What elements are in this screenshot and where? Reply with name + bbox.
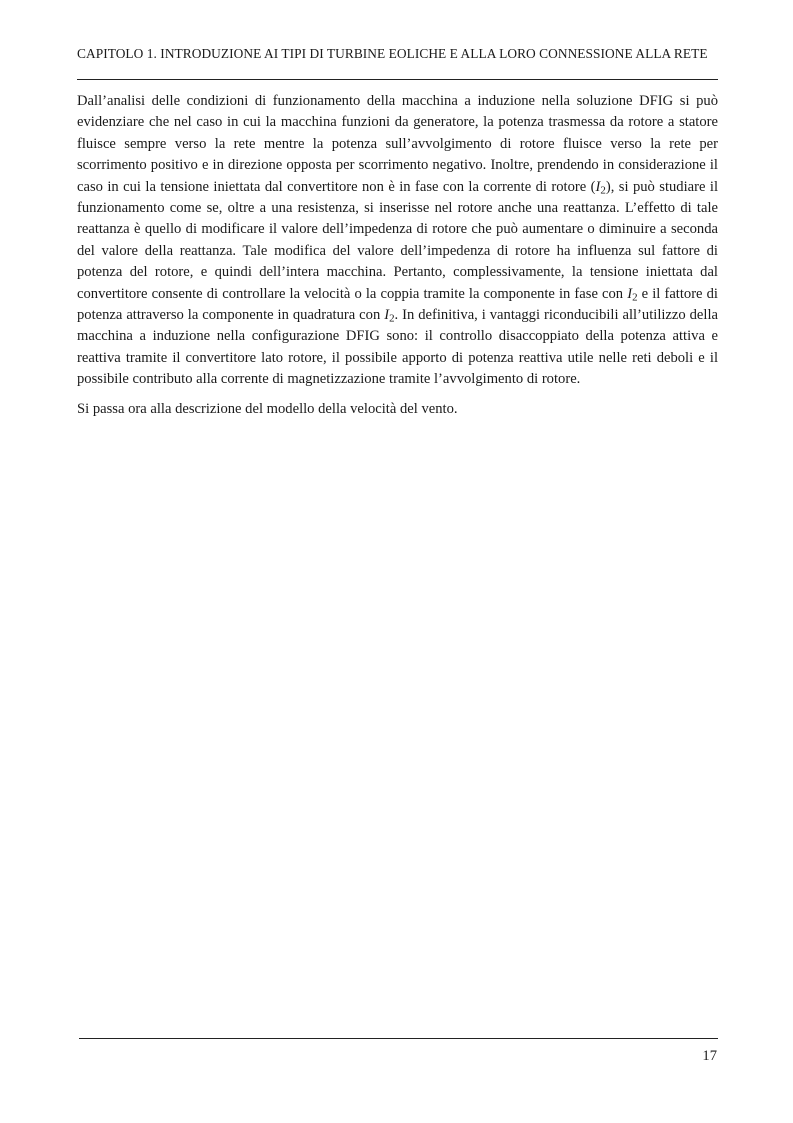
rotor-current-symbol xyxy=(384,307,394,323)
page-body xyxy=(77,91,718,420)
footer-rule xyxy=(79,1038,718,1039)
paragraph-1-part-b: ), si può studiare il funzionamento come se, oltre a una resistenza, si inserisse nel rotore anche una reattanza. L’effetto di tale reattanza è quello di modificare il valore dell’impedenza di rotore che può aumentare o diminuire a seconda del valore della reattanza. Tale modifica del valore dell’impedenza di rotore ha influenza sul fattore di potenza del rotore, e quindi dell’intera macchina. Pertanto, complessivamente, la tensione iniettata dal convertitore consente di controllare la velocità o la coppia tramite la componente in fase con xyxy=(77,178,718,302)
page-number: 17 xyxy=(702,1048,717,1064)
rotor-current-subscript: 2 xyxy=(389,312,395,325)
running-header-text: CAPITOLO 1. INTRODUZIONE AI TIPI DI TURBINE EOLICHE E ALLA LORO CONNESSIONE ALLA RETE xyxy=(77,46,708,61)
header-rule xyxy=(77,79,718,80)
rotor-current-letter: I xyxy=(384,307,390,324)
running-header xyxy=(77,46,717,61)
rotor-current-symbol xyxy=(627,286,637,302)
rotor-current-letter: I xyxy=(627,285,633,302)
paragraph-1-part-a: Dall’analisi delle condizioni di funzionamento della macchina a induzione nella soluzione DFIG si può evidenziare che nel caso in cui la macchina funzioni da generatore, la potenza trasmessa da rotore a statore fluisce sempre verso la rete mentre la potenza sull’avvolgimento di rotore fluisce verso la rete per scorrimento positivo e in direzione opposta per scorrimento negativo. Inoltre, prendendo in considerazione il caso in cui la tensione iniettata dal convertitore non è in fase con la corrente di rotore ( xyxy=(77,93,718,195)
paragraph-1-part-d: . In definitiva, i vantaggi riconducibili all’utilizzo della macchina a induzione nella configurazione DFIG sono: il controllo disaccoppiato della potenza attiva e reattiva tramite il convertitore lato rotore, il possibile apporto di potenza reattiva utile nelle reti deboli e il possibile contributo alla corrente di magnetizzazione tramite l’avvolgimento di rotore. xyxy=(77,307,718,388)
rotor-current-letter: I xyxy=(595,178,601,195)
rotor-current-symbol xyxy=(596,179,606,195)
paragraph-2: Si passa ora alla descrizione del modello della velocità del vento. xyxy=(77,400,458,417)
paragraph-1 xyxy=(77,91,718,391)
rotor-current-subscript: 2 xyxy=(632,291,638,304)
rotor-current-subscript: 2 xyxy=(600,184,606,197)
paragraph-1-part-c: e il fattore di potenza attraverso la componente in quadratura con xyxy=(77,285,718,324)
